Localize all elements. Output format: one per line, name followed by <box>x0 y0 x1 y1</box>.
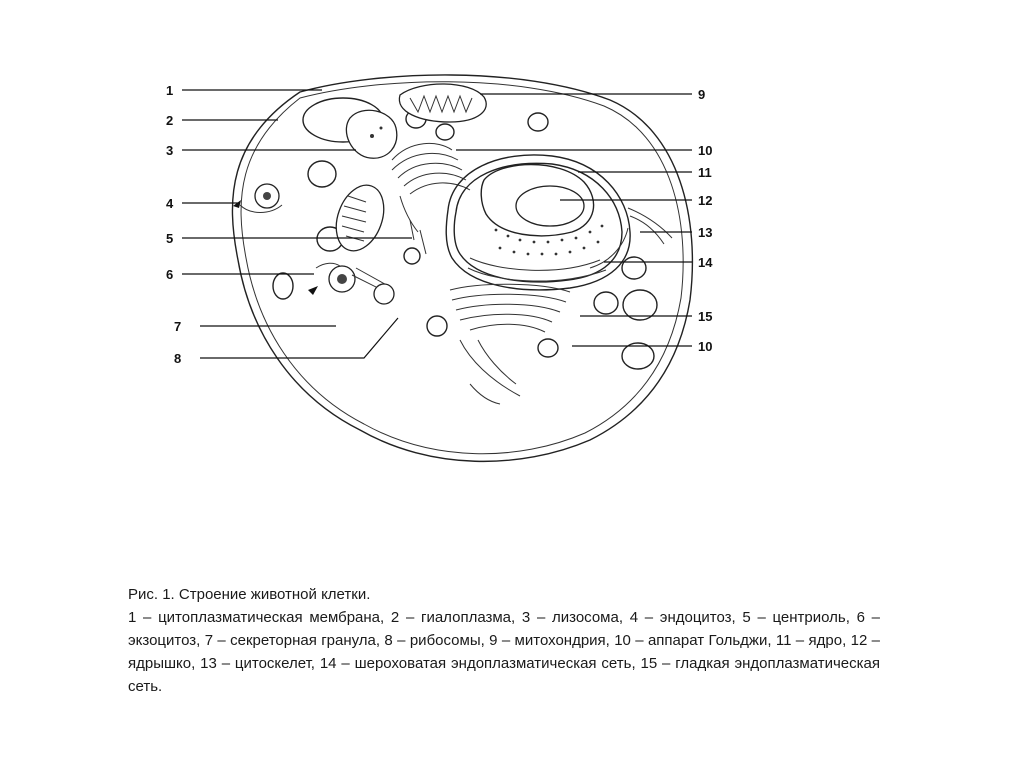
label-10: 10 <box>698 143 713 158</box>
vesicle <box>436 124 454 140</box>
smooth-er <box>460 340 520 404</box>
nucleolus <box>516 186 584 226</box>
secretory-granule <box>374 284 394 304</box>
cell-membrane <box>232 75 692 461</box>
label-8: 8 <box>174 351 182 366</box>
caption-legend: 1 – цитоплазматическая мембрана, 2 – гиалоплазма, 3 – лизосома, 4 – эндоцитоз, 5 – центриоль, 6 – экзоцитоз, 7 – секреторная гранула, 8 – рибосомы, 9 – митохондрия, 10 – аппарат Гольджи, 11 – ядро, 12 – ядрышко, 13 – цитоскелет, 14 – шероховатая эндоплазматическая сеть, 15 – гладкая эндоплазматическая сеть. <box>128 609 880 695</box>
vesicle <box>538 339 558 357</box>
label-2: 2 <box>166 113 174 128</box>
vesicle <box>308 161 336 187</box>
label-4: 4 <box>166 196 174 211</box>
label-3: 3 <box>166 143 174 158</box>
rough-er <box>468 225 628 281</box>
mitochondrion-left <box>328 179 393 258</box>
mitochondrion-top <box>399 84 486 122</box>
vesicle <box>427 316 447 336</box>
label-6: 6 <box>166 267 174 282</box>
vesicle <box>594 292 618 314</box>
vesicle <box>622 343 654 369</box>
label-15: 15 <box>698 309 713 324</box>
label-13: 13 <box>698 225 713 240</box>
vesicle <box>622 257 646 279</box>
caption-title: Рис. 1. Строение животной клетки. <box>128 586 371 603</box>
vesicle <box>273 273 293 299</box>
nucleus <box>446 155 630 290</box>
label-5: 5 <box>166 231 174 246</box>
vesicle <box>528 113 548 131</box>
endocytosis-vesicle <box>233 184 282 213</box>
label-11: 11 <box>698 165 712 180</box>
cytoskeleton <box>628 208 672 244</box>
vesicle <box>404 248 420 264</box>
label-7: 7 <box>174 319 182 334</box>
figure-caption <box>128 583 880 698</box>
label-12: 12 <box>698 193 713 208</box>
label-1: 1 <box>166 83 174 98</box>
label-9: 9 <box>698 87 706 102</box>
lysosome <box>346 110 396 158</box>
golgi-apparatus-bottom <box>450 284 570 332</box>
label-10-bottom: 10 <box>698 339 713 354</box>
label-14: 14 <box>698 255 713 270</box>
